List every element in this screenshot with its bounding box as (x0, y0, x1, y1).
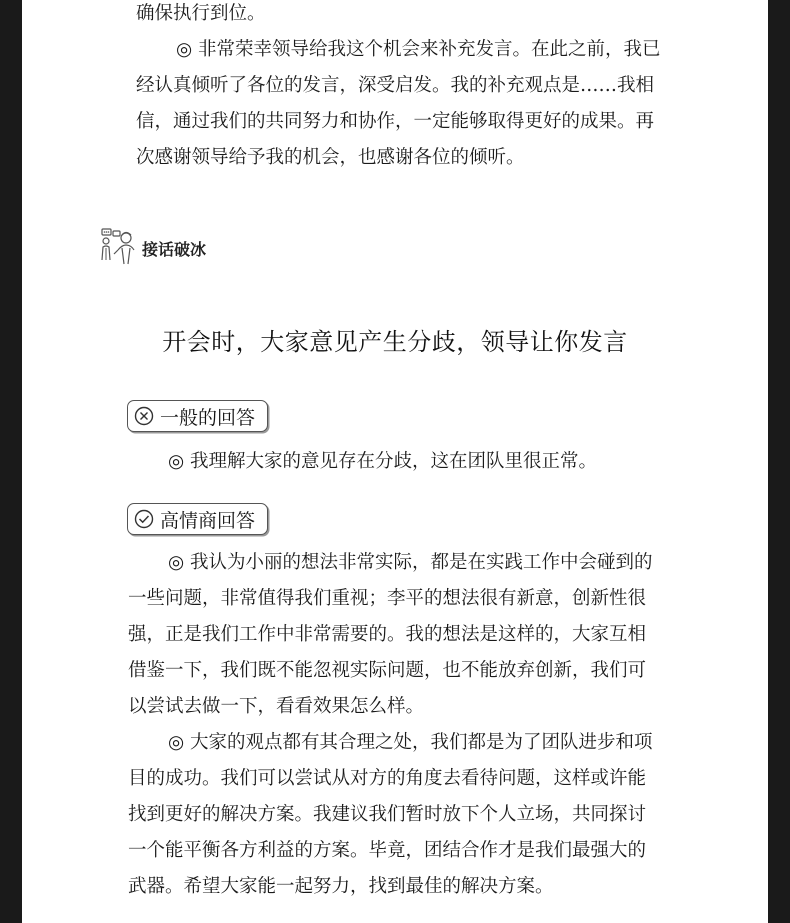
text-line: 一些问题，非常值得我们重视；李平的想法很有新意，创新性很 (128, 588, 647, 609)
normal-answer-text (128, 444, 673, 480)
scenario-title: 开会时，大家意见产生分歧，领导让你发言 (162, 328, 628, 356)
normal-answer-tag (127, 400, 268, 432)
check-circle-icon (134, 509, 154, 529)
text-line: ◎ 非常荣幸领导给我这个机会来补充发言。在此之前，我已 (176, 39, 661, 60)
text-line: 武器。希望大家能一起努力，找到最佳的解决方案。 (128, 876, 554, 897)
text-line: 一个能平衡各方利益的方案。毕竟，团结合作才是我们最强大的 (128, 840, 647, 861)
section-label (100, 228, 206, 268)
high-eq-paragraph-2 (128, 725, 673, 905)
text-line: 找到更好的解决方案。我建议我们暂时放下个人立场，共同探讨 (128, 804, 647, 825)
text-line: 以尝试去做一下，看看效果怎么样。 (128, 696, 425, 717)
normal-answer-label: 一般的回答 (160, 406, 256, 429)
text-line: 次感谢领导给予我的机会，也感谢各位的倾听。 (136, 147, 525, 168)
high-eq-answer-tag (127, 503, 268, 535)
text-line: 信，通过我们的共同努力和协作，一定能够取得更好的成果。再 (136, 111, 655, 132)
text-line: 强，正是我们工作中非常需要的。我的想法是这样的，大家互相 (128, 624, 647, 645)
high-eq-answer-label: 高情商回答 (160, 509, 256, 532)
paragraph-thanks (136, 32, 676, 176)
text-line: ◎ 我认为小丽的想法非常实际，都是在实践工作中会碰到的 (168, 552, 653, 573)
text-line: 确保执行到位。 (136, 3, 266, 24)
text-line: 经认真倾听了各位的发言，深受启发。我的补充观点是……我相 (136, 75, 655, 96)
text-line: ◎ 大家的观点都有其合理之处，我们都是为了团队进步和项 (168, 732, 653, 753)
book-page (22, 0, 768, 923)
text-line: ◎ 我理解大家的意见存在分歧，这在团队里很正常。 (168, 451, 598, 472)
section-label-text: 接话破冰 (142, 239, 207, 259)
text-line: 借鉴一下，我们既不能忽视实际问题，也不能放弃创新，我们可 (128, 660, 647, 681)
text-line: 目的成功。我们可以尝试从对方的角度去看待问题，这样或许能 (128, 768, 647, 789)
high-eq-paragraph-1 (128, 545, 673, 725)
cross-circle-icon (134, 406, 154, 426)
people-chat-icon (100, 226, 138, 271)
paragraph-intro (136, 0, 676, 32)
